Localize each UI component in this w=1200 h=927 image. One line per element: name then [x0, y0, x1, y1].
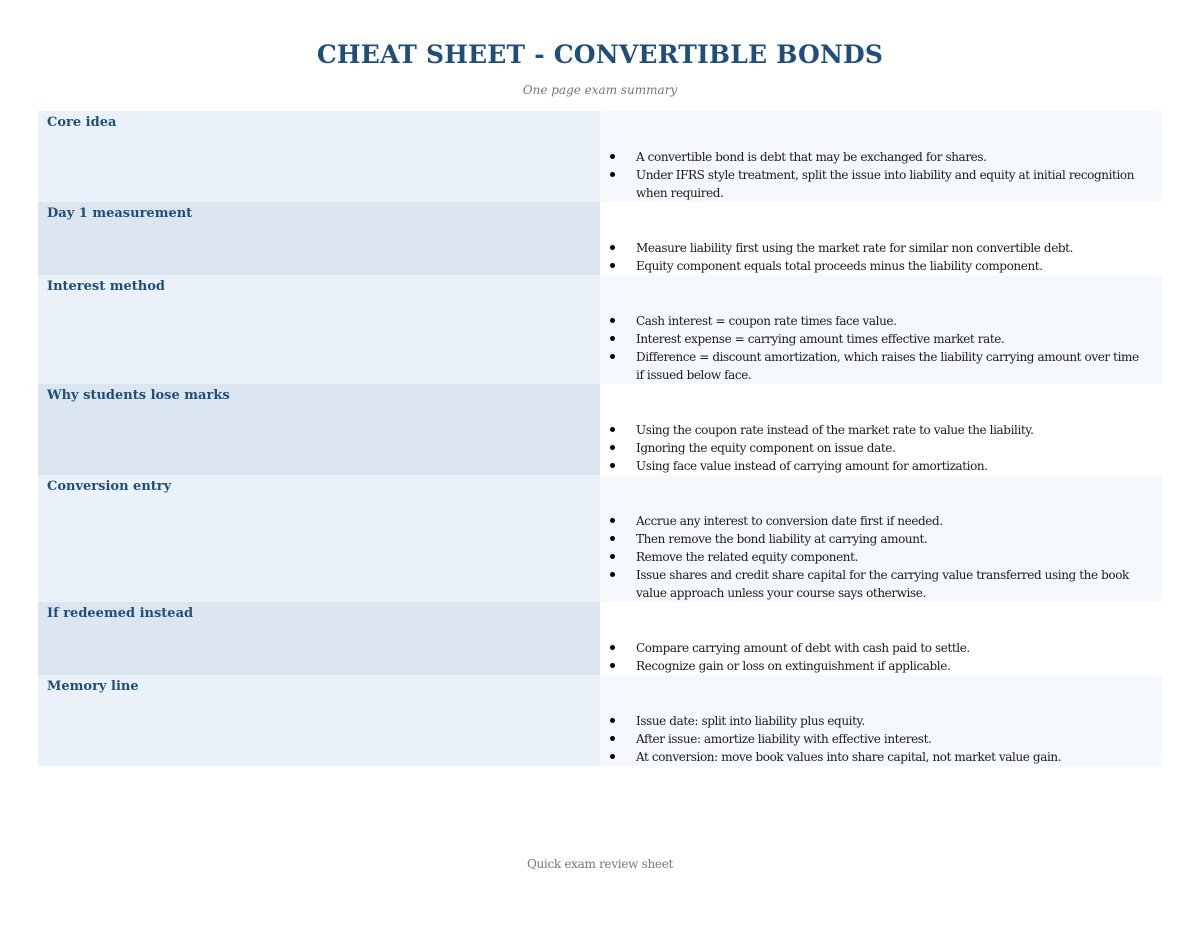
- section-label: Conversion entry: [38, 475, 600, 602]
- section-content: [600, 475, 1162, 602]
- bullet-item: Recognize gain or loss on extinguishment if applicable.: [608, 657, 1146, 675]
- section-row: [38, 675, 1162, 766]
- cheat-sheet-table: [38, 111, 1162, 766]
- section-label: If redeemed instead: [38, 602, 600, 675]
- page-subtitle: One page exam summary: [522, 83, 678, 97]
- section-content: [600, 111, 1162, 202]
- section-content: [600, 675, 1162, 766]
- bullet-list: [608, 312, 1146, 384]
- bullet-item: Issue shares and credit share capital for the carrying value transferred using the book value approach unless your course says otherwise.: [608, 566, 1146, 602]
- section-content: [600, 384, 1162, 475]
- bullet-item: Equity component equals total proceeds minus the liability component.: [608, 257, 1146, 275]
- bullet-item: Issue date: split into liability plus equity.: [608, 712, 1146, 730]
- bullet-item: Cash interest = coupon rate times face value.: [608, 312, 1146, 330]
- section-content: [600, 275, 1162, 384]
- section-label: Memory line: [38, 675, 600, 766]
- bullet-item: Ignoring the equity component on issue date.: [608, 439, 1146, 457]
- bullet-item: Then remove the bond liability at carrying amount.: [608, 530, 1146, 548]
- section-row: [38, 275, 1162, 384]
- section-row: [38, 202, 1162, 275]
- bullet-item: After issue: amortize liability with effective interest.: [608, 730, 1146, 748]
- bullet-item: Interest expense = carrying amount times effective market rate.: [608, 330, 1146, 348]
- section-row: [38, 384, 1162, 475]
- bullet-list: [608, 239, 1146, 275]
- section-label: Why students lose marks: [38, 384, 600, 475]
- bullet-item: Under IFRS style treatment, split the issue into liability and equity at initial recognition when required.: [608, 166, 1146, 202]
- bullet-list: [608, 712, 1146, 766]
- bullet-item: Compare carrying amount of debt with cash paid to settle.: [608, 639, 1146, 657]
- bullet-list: [608, 512, 1146, 602]
- bullet-item: Measure liability first using the market rate for similar non convertible debt.: [608, 239, 1146, 257]
- bullet-item: At conversion: move book values into share capital, not market value gain.: [608, 748, 1146, 766]
- page-footer: Quick exam review sheet: [526, 857, 674, 871]
- bullet-list: [608, 421, 1146, 475]
- section-row: [38, 602, 1162, 675]
- bullet-item: Using face value instead of carrying amount for amortization.: [608, 457, 1146, 475]
- section-content: [600, 602, 1162, 675]
- bullet-list: [608, 639, 1146, 675]
- bullet-item: Accrue any interest to conversion date first if needed.: [608, 512, 1146, 530]
- page-title: CHEAT SHEET - CONVERTIBLE BONDS: [316, 40, 884, 69]
- section-label: Day 1 measurement: [38, 202, 600, 275]
- section-label: Interest method: [38, 275, 600, 384]
- bullet-item: Remove the related equity component.: [608, 548, 1146, 566]
- bullet-item: A convertible bond is debt that may be exchanged for shares.: [608, 148, 1146, 166]
- bullet-list: [608, 148, 1146, 202]
- section-label: Core idea: [38, 111, 600, 202]
- section-content: [600, 202, 1162, 275]
- bullet-item: Using the coupon rate instead of the market rate to value the liability.: [608, 421, 1146, 439]
- bullet-item: Difference = discount amortization, which raises the liability carrying amount over time if issued below face.: [608, 348, 1146, 384]
- section-row: [38, 111, 1162, 202]
- section-row: [38, 475, 1162, 602]
